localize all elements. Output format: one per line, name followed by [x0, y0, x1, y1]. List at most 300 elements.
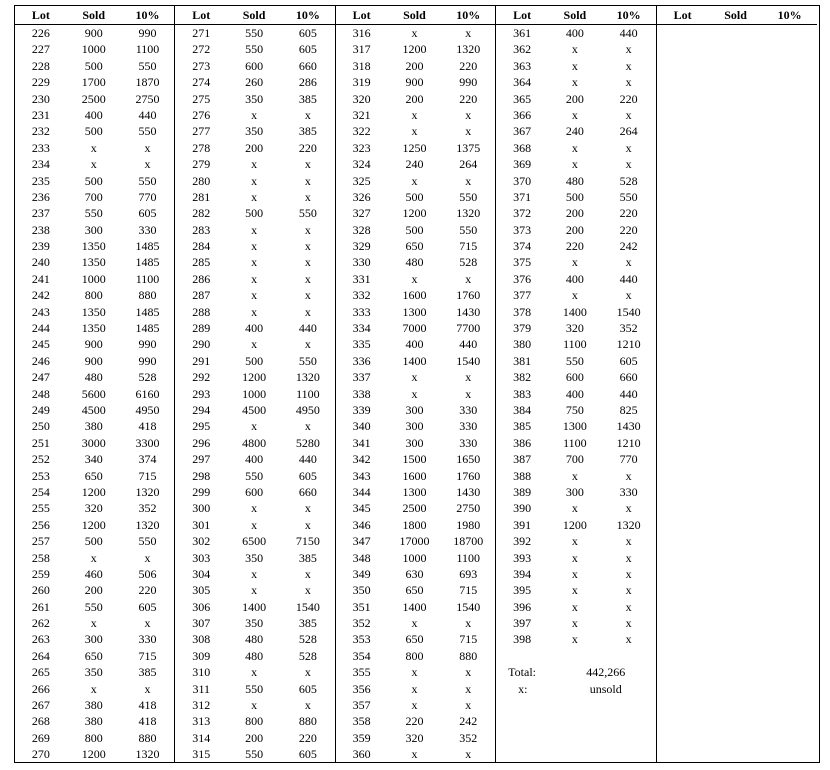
sold-cell: 2500: [402, 501, 427, 516]
sold-cell: 650: [84, 648, 103, 663]
sold-cell: x: [251, 566, 258, 581]
lot-cell: 299: [192, 484, 211, 499]
header-lot: Lot: [31, 8, 50, 22]
header-sold: Sold: [403, 8, 426, 22]
table-row: [496, 402, 655, 418]
ten-percent-cell: 7150: [295, 534, 320, 549]
table-row: [336, 74, 495, 90]
table-row: [496, 369, 655, 385]
table-row: [15, 353, 174, 369]
sold-cell: x: [251, 222, 258, 237]
table-row: [496, 107, 655, 123]
lot-cell: 312: [192, 698, 211, 713]
table-row: [336, 664, 495, 680]
table-row: [496, 500, 655, 516]
sold-cell: 900: [84, 26, 103, 40]
sold-cell: 500: [84, 58, 103, 73]
table-row: [336, 91, 495, 107]
lot-cell: 249: [31, 402, 50, 417]
sold-cell: 1350: [81, 321, 106, 336]
table-row: [336, 386, 495, 402]
lot-cell: 391: [513, 517, 532, 532]
lot-cell: 242: [31, 288, 50, 303]
table-row: [336, 713, 495, 729]
lot-cell: 261: [31, 599, 50, 614]
sold-cell: 400: [245, 321, 264, 336]
sold-cell: 460: [84, 566, 103, 581]
ten-percent-cell: 550: [298, 206, 317, 221]
ten-percent-cell: 1760: [456, 468, 481, 483]
table-row: [175, 550, 334, 566]
sold-cell: 750: [565, 402, 584, 417]
header-lot: Lot: [192, 8, 211, 22]
sold-cell: x: [571, 501, 578, 516]
ten-percent-cell: 990: [138, 353, 157, 368]
lot-cell: 327: [352, 206, 371, 221]
ten-percent-cell: 550: [138, 124, 157, 139]
sold-cell: 600: [245, 484, 264, 499]
table-row: [336, 156, 495, 172]
lot-cell: 263: [31, 632, 50, 647]
ten-percent-cell: 220: [298, 140, 317, 155]
lot-cell: 241: [31, 271, 50, 286]
table-row: [175, 107, 334, 123]
sold-cell: 240: [565, 124, 584, 139]
table-row: [496, 91, 655, 107]
table-row: [15, 386, 174, 402]
ten-percent-cell: 330: [459, 419, 478, 434]
table-row: [175, 631, 334, 647]
sold-cell: 5600: [81, 386, 106, 401]
table-row: [336, 435, 495, 451]
ten-percent-cell: 1320: [456, 206, 481, 221]
lot-cell: 387: [513, 452, 532, 467]
ten-percent-cell: 605: [298, 26, 317, 40]
sold-cell: 380: [84, 714, 103, 729]
table-row: [336, 107, 495, 123]
lot-cell: 366: [513, 107, 532, 122]
table-row: [175, 336, 334, 352]
ten-percent-cell: x: [625, 107, 632, 122]
ten-percent-cell: 550: [619, 189, 638, 204]
sold-cell: 350: [245, 124, 264, 139]
table-row: [15, 435, 174, 451]
ten-percent-cell: 528: [459, 255, 478, 270]
ten-percent-cell: x: [465, 124, 472, 139]
table-row: [15, 271, 174, 287]
sold-cell: 550: [245, 681, 264, 696]
lot-cell: 310: [192, 665, 211, 680]
sold-cell: 400: [84, 107, 103, 122]
lot-cell: 228: [31, 58, 50, 73]
lot-cell: 360: [352, 747, 371, 762]
ten-percent-cell: 242: [459, 714, 478, 729]
sold-cell: 1300: [402, 304, 427, 319]
ten-percent-cell: x: [465, 370, 472, 385]
lot-cell: 372: [513, 206, 532, 221]
ten-percent-cell: 550: [138, 58, 157, 73]
ten-percent-cell: 660: [619, 370, 638, 385]
sold-cell: 1200: [402, 42, 427, 57]
table-row: [336, 566, 495, 582]
ten-percent-cell: x: [304, 189, 311, 204]
lot-cell: 255: [31, 501, 50, 516]
ten-percent-cell: x: [304, 566, 311, 581]
table-row: [496, 468, 655, 484]
ten-percent-cell: 264: [619, 124, 638, 139]
ten-percent-cell: 1430: [456, 484, 481, 499]
sold-cell: 400: [565, 26, 584, 40]
table-row: [15, 681, 174, 697]
ten-percent-cell: 220: [619, 91, 638, 106]
lot-cell: 363: [513, 58, 532, 73]
table-row: [336, 517, 495, 533]
lot-cell: 318: [352, 58, 371, 73]
lot-cell: 380: [513, 337, 532, 352]
sold-cell: 220: [405, 714, 424, 729]
ten-percent-cell: 990: [138, 337, 157, 352]
header-lot: Lot: [352, 8, 371, 22]
sold-cell: 1300: [402, 484, 427, 499]
lot-cell: 374: [513, 239, 532, 254]
sold-cell: x: [251, 583, 258, 598]
ten-percent-cell: 385: [138, 665, 157, 680]
table-row: [496, 25, 655, 41]
lot-cell: 230: [31, 91, 50, 106]
table-row: [336, 500, 495, 516]
sold-cell: 650: [405, 632, 424, 647]
table-column-3: [336, 6, 496, 762]
lot-cell: 290: [192, 337, 211, 352]
table-row: [15, 713, 174, 729]
ten-percent-cell: 242: [619, 239, 638, 254]
ten-percent-cell: x: [625, 288, 632, 303]
lot-cell: 239: [31, 239, 50, 254]
lot-cell: 319: [352, 75, 371, 90]
sold-cell: 550: [245, 26, 264, 40]
lot-cell: 245: [31, 337, 50, 352]
table-row: [496, 418, 655, 434]
table-row: [15, 402, 174, 418]
header-sold: Sold: [242, 8, 266, 22]
table-row: [15, 320, 174, 336]
header-ten-percent: 10%: [135, 8, 160, 22]
sold-cell: 300: [84, 632, 103, 647]
sold-cell: 500: [245, 353, 264, 368]
ten-percent-cell: 550: [138, 173, 157, 188]
ten-percent-cell: x: [144, 157, 151, 172]
sold-cell: 550: [84, 206, 103, 221]
sold-cell: 800: [84, 730, 103, 745]
lot-cell: 247: [31, 370, 50, 385]
ten-percent-cell: 605: [298, 468, 317, 483]
lot-cell: 233: [31, 140, 50, 155]
ten-percent-cell: 352: [459, 730, 478, 745]
table-row: [15, 500, 174, 516]
sold-cell: 4800: [242, 435, 267, 450]
ten-percent-cell: 1760: [456, 288, 481, 303]
ten-percent-cell: x: [304, 337, 311, 352]
ten-percent-cell: 605: [298, 42, 317, 57]
sold-cell: 1000: [81, 42, 106, 57]
table-row: [496, 386, 655, 402]
sold-cell: 240: [405, 157, 424, 172]
ten-percent-cell: 5280: [295, 435, 320, 450]
table-row: [175, 468, 334, 484]
table-row: [336, 599, 495, 615]
table-row: [336, 320, 495, 336]
ten-percent-cell: x: [304, 583, 311, 598]
lot-cell: 293: [192, 386, 211, 401]
lot-cell: 331: [352, 271, 371, 286]
ten-percent-cell: 220: [459, 58, 478, 73]
table-row: [336, 123, 495, 139]
ten-percent-cell: x: [465, 665, 472, 680]
ten-percent-cell: 770: [138, 189, 157, 204]
sold-cell: 1000: [242, 386, 267, 401]
ten-percent-cell: 220: [619, 222, 638, 237]
unsold-legend: [496, 681, 655, 697]
ten-percent-cell: 1100: [456, 550, 481, 565]
table-row: [175, 74, 334, 90]
table-row: [336, 730, 495, 746]
lot-cell: 397: [513, 616, 532, 631]
table-row: [15, 730, 174, 746]
table-row: [15, 254, 174, 270]
table-row: [336, 238, 495, 254]
sold-cell: 650: [405, 239, 424, 254]
lot-cell: 395: [513, 583, 532, 598]
lot-cell: 376: [513, 271, 532, 286]
table-row: [175, 599, 334, 615]
lot-cell: 389: [513, 484, 532, 499]
table-row: [175, 517, 334, 533]
ten-percent-cell: 715: [138, 648, 157, 663]
ten-percent-cell: 220: [138, 583, 157, 598]
sold-cell: 1200: [81, 517, 106, 532]
lot-cell: 262: [31, 616, 50, 631]
ten-percent-cell: 1100: [296, 386, 320, 401]
ten-percent-cell: x: [625, 501, 632, 516]
table-row: [15, 25, 174, 41]
table-row: [496, 484, 655, 500]
header-ten-percent: 10%: [777, 8, 802, 22]
ten-percent-cell: x: [144, 681, 151, 696]
lot-cell: 231: [31, 107, 50, 122]
ten-percent-cell: x: [465, 747, 472, 762]
sold-cell: 1200: [562, 517, 587, 532]
sold-cell: 480: [245, 632, 264, 647]
lot-cell: 382: [513, 370, 532, 385]
sold-cell: 900: [405, 75, 424, 90]
table-row: [175, 386, 334, 402]
table-row: [175, 304, 334, 320]
table-row: [15, 238, 174, 254]
sold-cell: x: [251, 173, 258, 188]
lot-cell: 276: [192, 107, 211, 122]
sold-cell: 800: [245, 714, 264, 729]
lot-cell: 287: [192, 288, 211, 303]
table-row: [496, 173, 655, 189]
ten-percent-cell: 330: [138, 222, 157, 237]
total-summary: [496, 664, 655, 680]
sold-cell: 300: [405, 419, 424, 434]
lot-cell: 250: [31, 419, 50, 434]
sold-cell: 1500: [402, 452, 427, 467]
ten-percent-cell: 440: [298, 321, 317, 336]
sold-cell: 350: [245, 91, 264, 106]
table-row: [175, 566, 334, 582]
ten-percent-cell: 440: [298, 452, 317, 467]
sold-cell: x: [251, 419, 258, 434]
table-row: [496, 599, 655, 615]
lot-cell: 297: [192, 452, 211, 467]
sold-cell: 500: [84, 534, 103, 549]
ten-percent-cell: 385: [298, 550, 317, 565]
ten-percent-cell: 2750: [456, 501, 481, 516]
sold-cell: 300: [84, 222, 103, 237]
ten-percent-cell: x: [625, 566, 632, 581]
table-row: [336, 41, 495, 57]
total-label: Total:: [508, 665, 536, 680]
lot-cell: 295: [192, 419, 211, 434]
lot-cell: 229: [31, 75, 50, 90]
lot-cell: 300: [192, 501, 211, 516]
lot-cell: 306: [192, 599, 211, 614]
table-row: [175, 435, 334, 451]
sold-cell: 400: [565, 271, 584, 286]
table-row: [496, 254, 655, 270]
lot-cell: 339: [352, 402, 371, 417]
sold-cell: 900: [84, 337, 103, 352]
table-row: [15, 451, 174, 467]
ten-percent-cell: 1320: [135, 747, 160, 762]
ten-percent-cell: x: [304, 222, 311, 237]
sold-cell: x: [90, 681, 97, 696]
ten-percent-cell: 3300: [135, 435, 160, 450]
table-row: [496, 287, 655, 303]
table-row: [175, 582, 334, 598]
ten-percent-cell: 1100: [135, 271, 160, 286]
table-row: [15, 189, 174, 205]
sold-cell: x: [411, 665, 418, 680]
ten-percent-cell: 18700: [453, 534, 484, 549]
lot-cell: 257: [31, 534, 50, 549]
lot-cell: 337: [352, 370, 371, 385]
table-row: [15, 631, 174, 647]
sold-cell: 220: [565, 239, 584, 254]
ten-percent-cell: x: [465, 616, 472, 631]
ten-percent-cell: 1100: [135, 42, 160, 57]
table-row: [15, 566, 174, 582]
sold-cell: x: [251, 157, 258, 172]
lot-cell: 275: [192, 91, 211, 106]
table-row: [15, 599, 174, 615]
sold-cell: x: [571, 157, 578, 172]
table-row: [15, 484, 174, 500]
table-row: [15, 550, 174, 566]
table-row: [336, 222, 495, 238]
sold-cell: 400: [405, 337, 424, 352]
lot-cell: 254: [31, 484, 50, 499]
lot-cell: 288: [192, 304, 211, 319]
ten-percent-cell: x: [625, 583, 632, 598]
ten-percent-cell: x: [625, 140, 632, 155]
ten-percent-cell: 220: [619, 206, 638, 221]
sold-cell: 260: [245, 75, 264, 90]
sold-cell: x: [571, 58, 578, 73]
sold-cell: 500: [405, 222, 424, 237]
table-row: [175, 369, 334, 385]
ten-percent-cell: x: [465, 107, 472, 122]
lot-cell: 377: [513, 288, 532, 303]
lot-cell: 285: [192, 255, 211, 270]
lot-cell: 329: [352, 239, 371, 254]
lot-cell: 355: [352, 665, 371, 680]
ten-percent-cell: x: [625, 534, 632, 549]
ten-percent-cell: 1870: [135, 75, 160, 90]
lot-cell: 354: [352, 648, 371, 663]
lot-cell: 335: [352, 337, 371, 352]
table-row: [15, 140, 174, 156]
lot-cell: 367: [513, 124, 532, 139]
lot-cell: 270: [31, 747, 50, 762]
table-row: [175, 140, 334, 156]
lot-cell: 390: [513, 501, 532, 516]
ten-percent-cell: x: [304, 665, 311, 680]
lot-cell: 396: [513, 599, 532, 614]
sold-cell: 6500: [242, 534, 267, 549]
ten-percent-cell: 6160: [135, 386, 160, 401]
lot-cell: 393: [513, 550, 532, 565]
ten-percent-cell: 1485: [135, 255, 160, 270]
table-row: [336, 353, 495, 369]
sold-cell: 340: [84, 452, 103, 467]
sold-cell: 480: [565, 173, 584, 188]
sold-cell: x: [571, 75, 578, 90]
table-row: [336, 681, 495, 697]
sold-cell: 500: [84, 124, 103, 139]
table-row: [496, 615, 655, 631]
table-row: [175, 222, 334, 238]
sold-cell: x: [571, 140, 578, 155]
header-ten-percent: 10%: [295, 8, 320, 22]
lot-cell: 266: [31, 681, 50, 696]
lot-cell: 296: [192, 435, 211, 450]
sold-cell: 1600: [402, 468, 427, 483]
table-row: [496, 205, 655, 221]
lot-cell: 232: [31, 124, 50, 139]
table-row: [496, 353, 655, 369]
table-row: [15, 517, 174, 533]
sold-cell: 1100: [563, 435, 587, 450]
ten-percent-cell: x: [625, 632, 632, 647]
lot-cell: 321: [352, 107, 371, 122]
ten-percent-cell: 550: [298, 353, 317, 368]
lot-cell: 359: [352, 730, 371, 745]
table-row: [496, 435, 655, 451]
lot-cell: 304: [192, 566, 211, 581]
lot-cell: 238: [31, 222, 50, 237]
lot-cell: 314: [192, 730, 211, 745]
lot-cell: 328: [352, 222, 371, 237]
lot-cell: 284: [192, 239, 211, 254]
ten-percent-cell: 352: [138, 501, 157, 516]
table-row: [336, 140, 495, 156]
sold-cell: x: [571, 632, 578, 647]
table-row: [15, 41, 174, 57]
ten-percent-cell: 528: [298, 632, 317, 647]
